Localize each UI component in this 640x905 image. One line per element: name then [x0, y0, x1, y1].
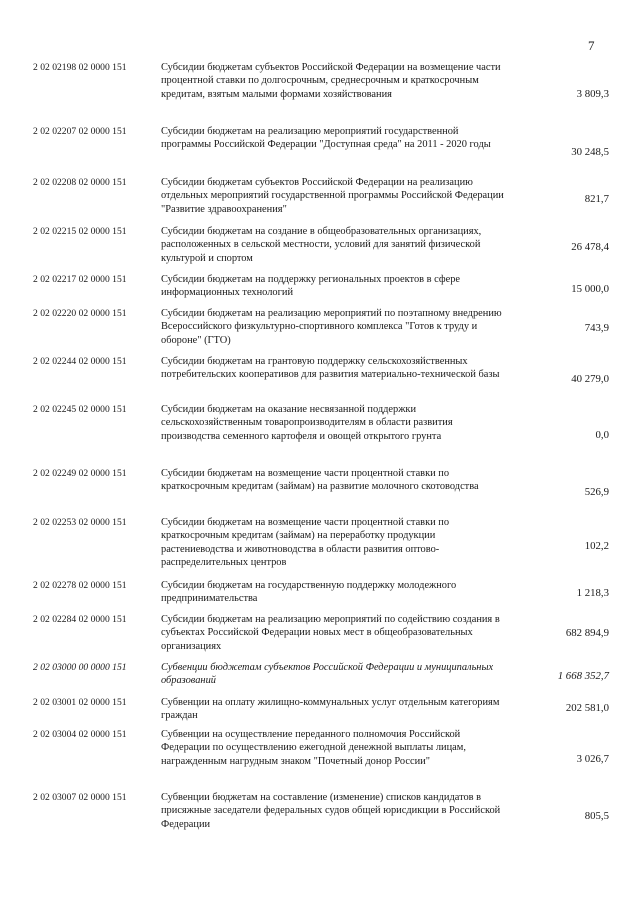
budget-code: 2 02 03007 02 0000 151	[33, 792, 127, 803]
budget-code: 2 02 03004 02 0000 151	[33, 729, 127, 740]
budget-code: 2 02 02215 02 0000 151	[33, 226, 127, 237]
budget-code: 2 02 02208 02 0000 151	[33, 177, 127, 188]
row-amount: 805,5	[584, 810, 609, 822]
row-amount: 821,7	[584, 193, 609, 205]
page-number: 7	[588, 38, 595, 53]
row-description: Субсидии бюджетам на возмещение части процентной ставки по краткосрочным кредитам (займам) на переработку продукции растениеводства и животноводства в области развития оптово-распределительных центров	[161, 517, 450, 569]
budget-code: 2 02 02207 02 0000 151	[33, 126, 127, 137]
row-description: Субсидии бюджетам субъектов Российской Федерации на реализацию отдельных мероприятий государственной программы Российской Федерации "Развитие здравоохранения"	[161, 177, 504, 215]
row-amount: 30 248,5	[571, 146, 609, 158]
row-amount: 202 581,0	[565, 702, 609, 714]
row-description: Субсидии бюджетам на возмещение части процентной ставки по краткосрочным кредитам (займам) на развитие молочного скотоводства	[161, 468, 479, 493]
row-amount: 102,2	[584, 540, 609, 552]
row-amount: 0,0	[595, 429, 609, 441]
row-description: Субсидии бюджетам на государственную поддержку молодежного предпринимательства	[161, 580, 457, 605]
budget-code: 2 02 02217 02 0000 151	[33, 274, 127, 285]
row-description: Субвенции на оплату жилищно-коммунальных услуг отдельным категориям граждан	[161, 697, 500, 722]
row-amount: 3 809,3	[576, 88, 609, 100]
row-description: Субсидии бюджетам на грантовую поддержку сельскохозяйственных потребительских кооперативов для развития материально-технической базы	[161, 356, 500, 381]
budget-code: 2 02 02278 02 0000 151	[33, 580, 127, 591]
row-description: Субвенции бюджетам субъектов Российской Федерации и муниципальных образований	[161, 662, 494, 687]
row-description: Субсидии бюджетам субъектов Российской Федерации на возмещение части процентной ставки по долгосрочным, среднесрочным и краткосрочным кредитам, взятым малыми формами хозяйствования	[161, 62, 501, 100]
row-amount: 1 218,3	[576, 587, 609, 599]
row-description: Субсидии бюджетам на поддержку региональных проектов в сфере информационных технологий	[161, 274, 461, 299]
row-description: Субсидии бюджетам на реализацию мероприятий по поэтапному внедрению Всероссийского физкультурно-спортивного комплекса "Готов к труду и обороне" (ГТО)	[161, 308, 502, 346]
row-amount: 682 894,9	[565, 627, 609, 639]
row-description: Субсидии бюджетам на реализацию мероприятий государственной программы Российской Федерации "Доступная среда" на 2011 - 2020 годы	[161, 126, 491, 151]
row-amount: 26 478,4	[571, 241, 609, 253]
row-amount: 15 000,0	[571, 283, 609, 295]
row-amount: 743,9	[584, 322, 609, 334]
row-amount: 3 026,7	[576, 753, 609, 765]
budget-code: 2 02 03001 02 0000 151	[33, 697, 127, 708]
row-description: Субсидии бюджетам на оказание несвязанной поддержки сельскохозяйственным товаропроизводителям в области развития производства семенного картофеля и овощей открытого грунта	[161, 404, 453, 442]
row-amount: 1 668 352,7	[557, 670, 609, 682]
row-amount: 526,9	[584, 486, 609, 498]
budget-code: 2 02 03000 00 0000 151	[33, 662, 127, 673]
budget-code: 2 02 02245 02 0000 151	[33, 404, 127, 415]
row-description: Субвенции бюджетам на составление (изменение) списков кандидатов в присяжные заседатели федеральных судов общей юрисдикции в Российской Федерации	[161, 792, 501, 830]
budget-code: 2 02 02244 02 0000 151	[33, 356, 127, 367]
row-description: Субвенции на осуществление переданного полномочия Российской Федерации по осуществлению ежегодной денежной выплаты лицам, награжденным нагрудным знаком "Почетный донор России"	[161, 729, 466, 767]
budget-code: 2 02 02198 02 0000 151	[33, 62, 127, 73]
budget-code: 2 02 02220 02 0000 151	[33, 308, 127, 319]
budget-code: 2 02 02253 02 0000 151	[33, 517, 127, 528]
budget-code: 2 02 02249 02 0000 151	[33, 468, 127, 479]
budget-code: 2 02 02284 02 0000 151	[33, 614, 127, 625]
row-description: Субсидии бюджетам на создание в общеобразовательных организациях, расположенных в сельской местности, условий для занятий физической культурой и спортом	[161, 226, 482, 264]
row-description: Субсидии бюджетам на реализацию мероприятий по содействию создания в субъектах Российской Федерации новых мест в общеобразовательных организациях	[161, 614, 500, 652]
row-amount: 40 279,0	[571, 373, 609, 385]
